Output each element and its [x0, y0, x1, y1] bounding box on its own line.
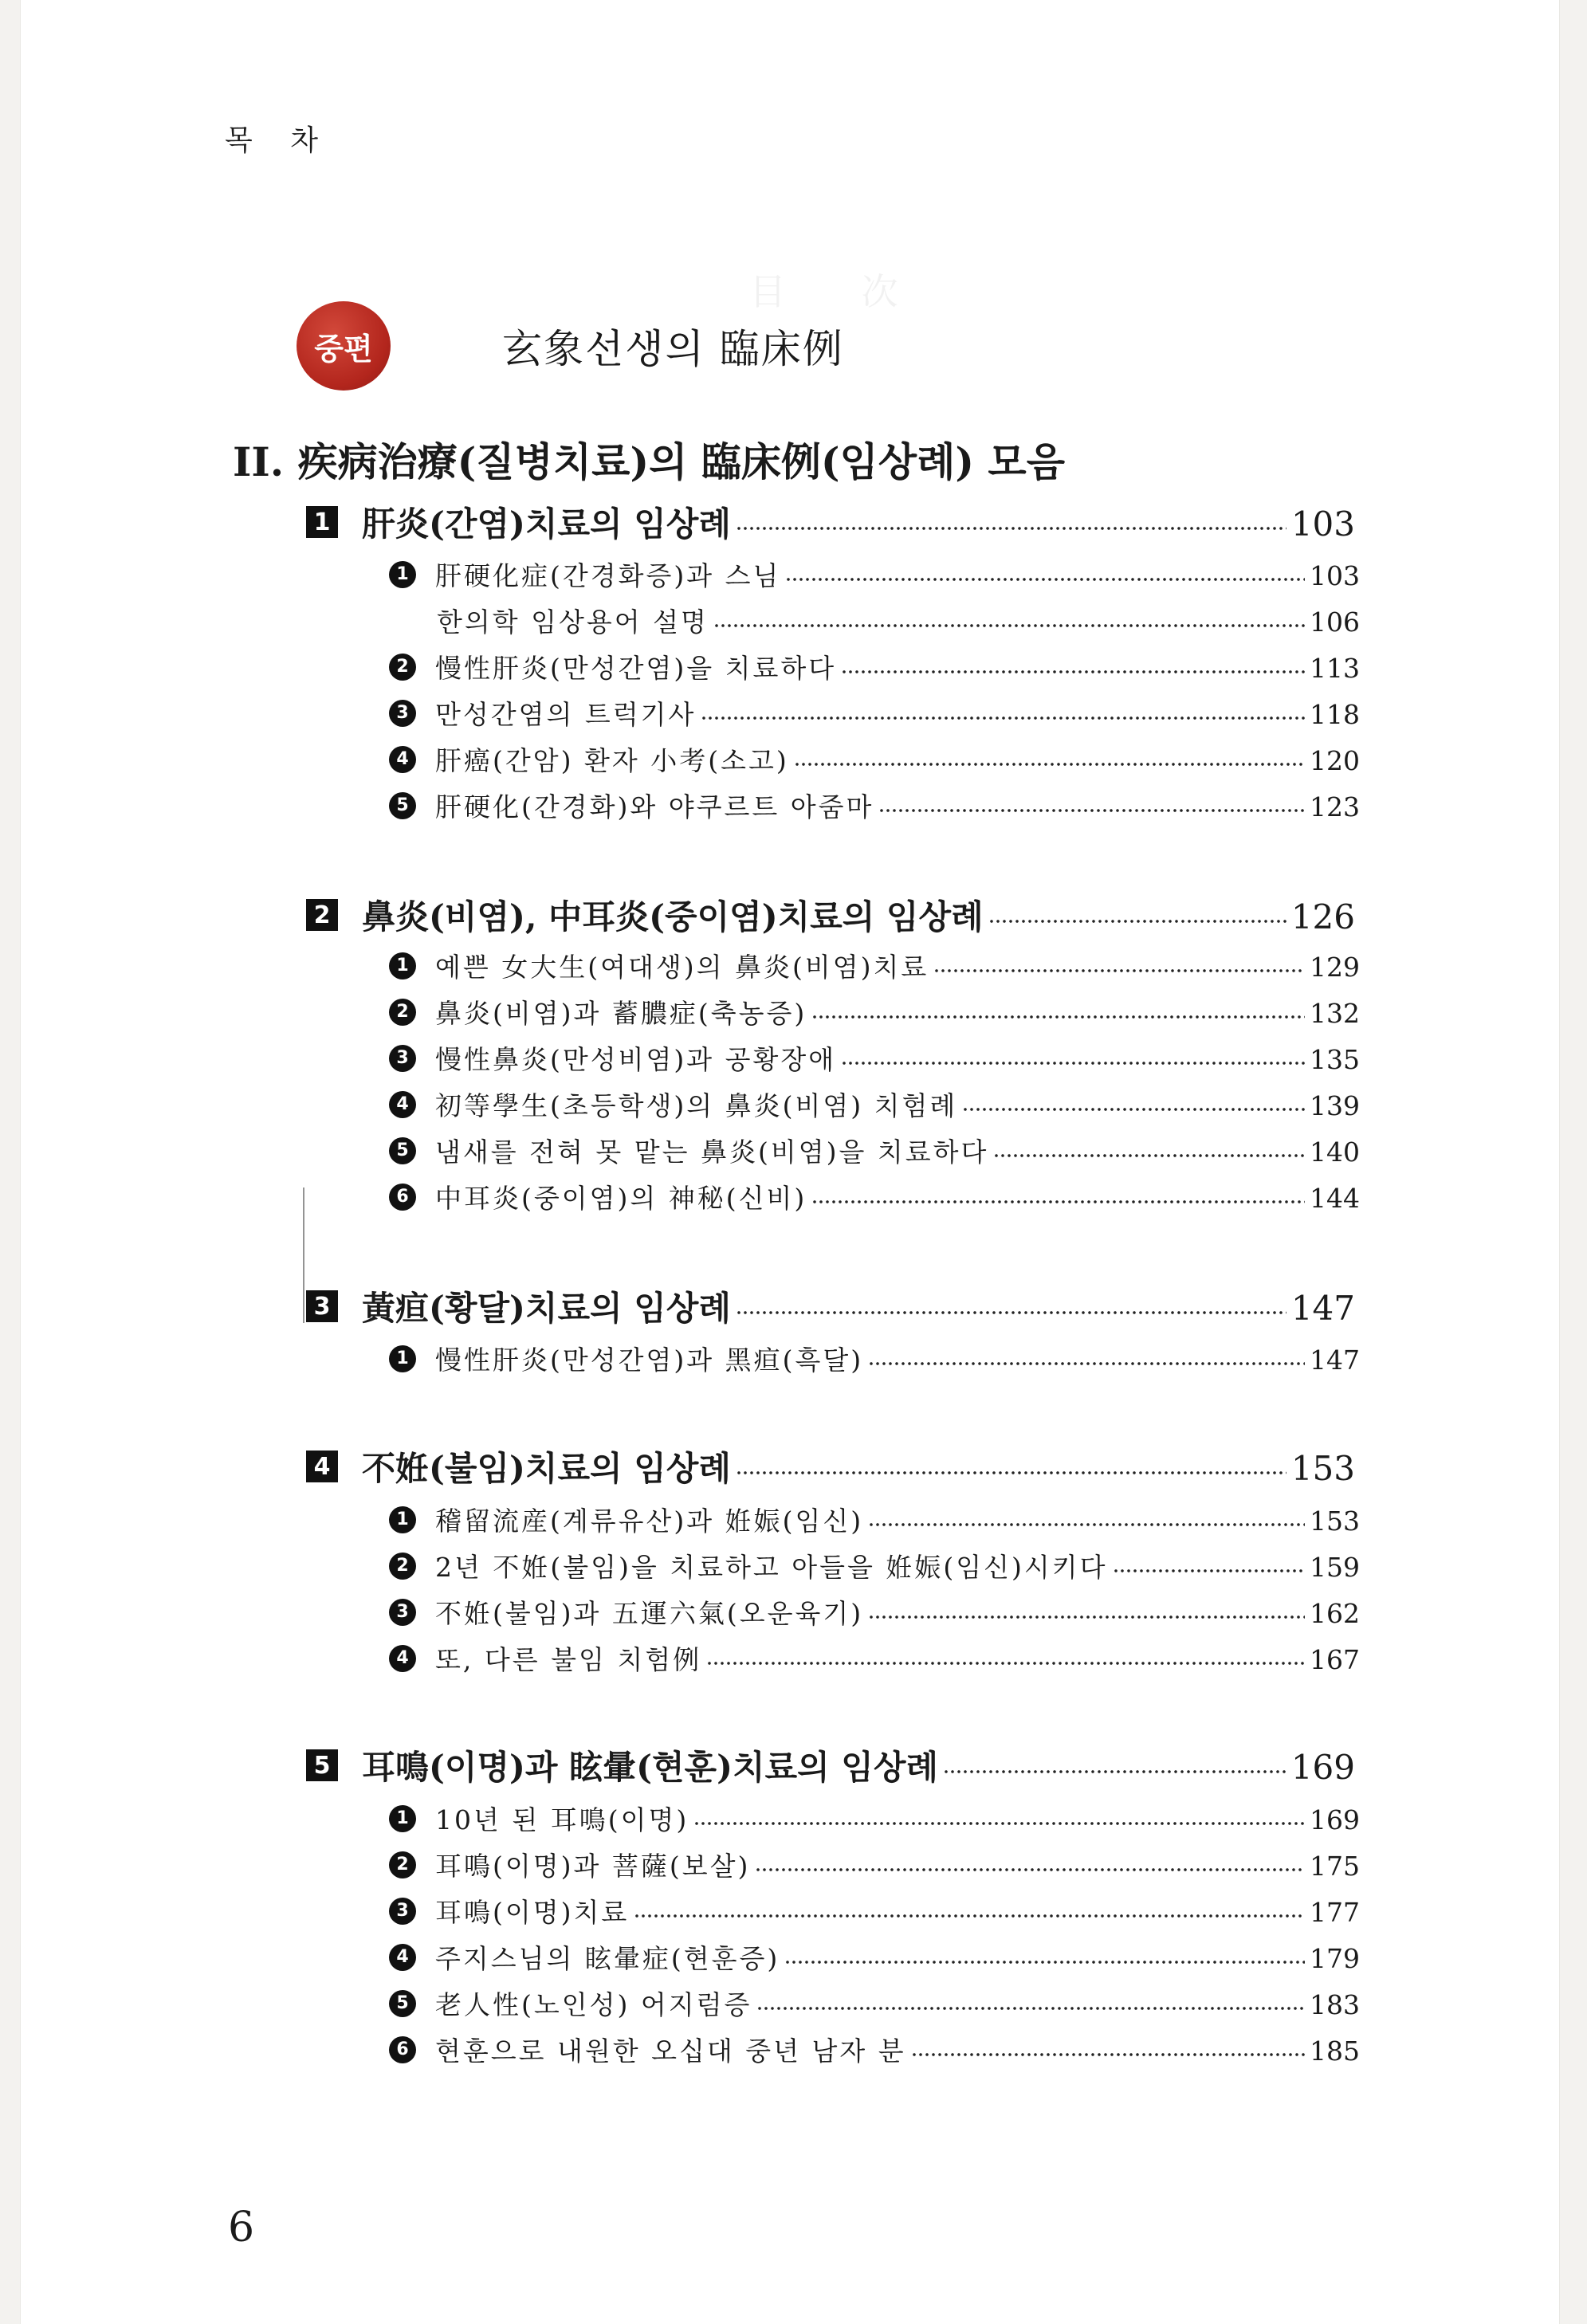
entry-page: 162 [1310, 1598, 1360, 1629]
section-page: 147 [1290, 1289, 1355, 1328]
dot-leader [634, 1914, 1305, 1918]
section-title: 鼻炎(비염), 中耳炎(중이염)치료의 임상례 [362, 897, 984, 936]
dot-leader [701, 716, 1305, 720]
toc-section[interactable] [306, 1741, 1355, 1789]
entry-page: 123 [1310, 791, 1360, 822]
entry-title: 냄새를 전혀 못 맡는 鼻炎(비염)을 치료하다 [435, 1136, 989, 1168]
dot-leader [706, 1661, 1305, 1666]
toc-entry[interactable] [389, 947, 1360, 984]
dot-leader [868, 1361, 1305, 1366]
entry-title: 鼻炎(비염)과 蓄膿症(축농증) [435, 998, 807, 1029]
entry-page: 153 [1310, 1505, 1360, 1537]
entry-bullet: 5 [389, 792, 416, 819]
entry-page: 139 [1310, 1090, 1360, 1121]
entry-page: 169 [1310, 1804, 1360, 1835]
dot-leader [868, 1522, 1305, 1527]
entry-title: 2년 不姙(불임)을 치료하고 아들을 姙娠(임신)시키다 [435, 1552, 1108, 1583]
toc-section[interactable] [306, 891, 1355, 939]
entry-page: 106 [1310, 607, 1360, 638]
entry-bullet: 2 [389, 654, 416, 681]
dot-leader [785, 577, 1305, 582]
entry-title: 肝癌(간암) 환자 小考(소고) [435, 745, 789, 776]
entry-bullet: 1 [389, 952, 416, 979]
entry-title: 肝硬化症(간경화증)과 스님 [435, 560, 781, 591]
dot-leader [693, 1821, 1305, 1826]
entry-title: 初等學生(초등학생)의 鼻炎(비염) 치험례 [435, 1090, 958, 1121]
entry-page: 159 [1310, 1552, 1360, 1583]
dot-leader [736, 1470, 1286, 1475]
dot-leader [988, 919, 1286, 924]
entry-page: 167 [1310, 1644, 1360, 1675]
page-number: 6 [228, 2204, 255, 2251]
dot-leader [878, 808, 1305, 813]
toc-entry[interactable] [389, 1085, 1360, 1123]
entry-page: 183 [1310, 1989, 1360, 2020]
entry-bullet: 6 [389, 2036, 416, 2063]
dot-leader [811, 1015, 1305, 1019]
chapter-title: II. 疾病治療(질병치료)의 臨床例(임상례) 모음 [233, 438, 1066, 485]
toc-entry[interactable] [389, 1846, 1360, 1883]
entry-bullet: 1 [389, 1506, 416, 1533]
entry-bullet: 3 [389, 1599, 416, 1626]
entry-title: 주지스님의 眩暈症(현훈증) [435, 1943, 780, 1974]
toc-entry[interactable] [389, 1984, 1360, 2022]
toc-entry[interactable] [389, 2031, 1360, 2068]
part-header [297, 301, 844, 391]
section-number: 4 [306, 1451, 338, 1482]
toc-entry[interactable] [389, 555, 1360, 593]
dot-leader [736, 526, 1286, 531]
entry-title: 耳鳴(이명)치료 [435, 1897, 630, 1928]
toc-section[interactable] [306, 498, 1355, 546]
section-title: 不姙(불임)치료의 임상례 [362, 1449, 731, 1488]
entry-title: 만성간염의 트럭기사 [435, 699, 697, 730]
toc-entry[interactable] [389, 740, 1360, 778]
part-title: 玄象선생의 臨床例 [502, 326, 844, 372]
entry-page: 144 [1310, 1183, 1360, 1214]
entry-bullet: 1 [389, 561, 416, 588]
entry-title: 또, 다른 불임 치험例 [435, 1644, 702, 1675]
entry-title: 예쁜 女大生(여대생)의 鼻炎(비염)치료 [435, 952, 929, 983]
toc-entry[interactable] [389, 1547, 1360, 1584]
toc-entry[interactable] [389, 1178, 1360, 1215]
dot-leader [784, 1960, 1305, 1965]
entry-title: 慢性鼻炎(만성비염)과 공황장애 [435, 1044, 837, 1075]
entry-bullet: 2 [389, 1553, 416, 1580]
toc-entry[interactable] [389, 648, 1360, 685]
toc-entry[interactable] [389, 1892, 1360, 1929]
toc-section[interactable] [306, 1282, 1355, 1330]
entry-page: 113 [1310, 653, 1360, 684]
toc-entry[interactable] [389, 694, 1360, 732]
section-page: 103 [1290, 504, 1355, 544]
entry-bullet: 3 [389, 1045, 416, 1072]
entry-bullet: 2 [389, 1851, 416, 1878]
entry-bullet: 4 [389, 746, 416, 773]
entry-bullet: 2 [389, 999, 416, 1026]
toc-entry[interactable] [389, 1039, 1360, 1077]
dot-leader [841, 1061, 1305, 1066]
bleed-through-text: 目 次 [749, 270, 930, 313]
entry-bullet: 5 [389, 1990, 416, 2017]
section-number: 3 [306, 1290, 338, 1322]
entry-page: 132 [1310, 998, 1360, 1029]
toc-entry[interactable] [389, 993, 1360, 1030]
entry-title: 中耳炎(중이염)의 神秘(신비) [435, 1183, 807, 1214]
entry-title: 10년 된 耳鳴(이명) [435, 1804, 689, 1835]
toc-entry[interactable] [389, 1132, 1360, 1169]
pencil-mark [303, 1188, 304, 1323]
dot-leader [933, 968, 1305, 973]
dot-leader [943, 1769, 1286, 1774]
entry-page: 177 [1310, 1897, 1360, 1928]
dot-leader [736, 1310, 1286, 1315]
entry-title: 耳鳴(이명)과 菩薩(보살) [435, 1851, 751, 1882]
toc-entry[interactable] [437, 602, 1360, 639]
dot-leader [993, 1153, 1305, 1158]
toc-entry[interactable] [389, 787, 1360, 824]
toc-entry[interactable] [389, 1501, 1360, 1538]
entry-title: 肝硬化(간경화)와 야쿠르트 아줌마 [435, 791, 874, 822]
entry-page: 103 [1310, 560, 1360, 591]
dot-leader [962, 1107, 1305, 1112]
entry-title: 한의학 임상용어 설명 [437, 607, 709, 638]
entry-bullet: 1 [389, 1805, 416, 1832]
toc-entry[interactable] [389, 1639, 1360, 1677]
section-title: 肝炎(간염)치료의 임상례 [362, 504, 731, 544]
toc-entry[interactable] [389, 1593, 1360, 1631]
entry-page: 120 [1310, 745, 1360, 776]
entry-page: 140 [1310, 1136, 1360, 1168]
entry-page: 129 [1310, 952, 1360, 983]
entry-page: 147 [1310, 1345, 1360, 1376]
section-page: 169 [1290, 1748, 1355, 1787]
entry-title: 老人性(노인성) 어지럼증 [435, 1989, 752, 2020]
dot-leader [713, 623, 1305, 628]
entry-page: 179 [1310, 1943, 1360, 1974]
entry-title: 稽留流産(계류유산)과 姙娠(임신) [435, 1505, 864, 1537]
entry-bullet: 5 [389, 1137, 416, 1164]
entry-page: 175 [1310, 1851, 1360, 1882]
entry-title: 慢性肝炎(만성간염)을 치료하다 [435, 653, 837, 684]
toc-entry[interactable] [389, 1938, 1360, 1976]
section-number: 1 [306, 506, 338, 538]
section-title: 耳鳴(이명)과 眩暈(현훈)치료의 임상례 [362, 1748, 939, 1787]
entry-title: 현훈으로 내원한 오십대 중년 남자 분 [435, 2035, 906, 2067]
dot-leader [911, 2052, 1305, 2057]
running-head: 목 차 [225, 124, 332, 157]
section-page: 153 [1290, 1449, 1355, 1488]
toc-section[interactable] [306, 1443, 1355, 1490]
dot-leader [1113, 1568, 1305, 1573]
entry-page: 118 [1310, 699, 1360, 730]
dot-leader [868, 1615, 1305, 1619]
section-number: 5 [306, 1749, 338, 1781]
entry-page: 185 [1310, 2035, 1360, 2067]
entry-bullet: 4 [389, 1944, 416, 1971]
dot-leader [756, 2006, 1305, 2011]
dot-leader [794, 762, 1305, 767]
toc-entry[interactable] [389, 1340, 1360, 1377]
entry-title: 慢性肝炎(만성간염)과 黑疸(흑달) [435, 1345, 864, 1376]
part-badge: 중편 [297, 301, 391, 391]
entry-title: 不姙(불임)과 五運六氣(오운육기) [435, 1598, 864, 1629]
dot-leader [811, 1199, 1305, 1204]
entry-bullet: 3 [389, 1898, 416, 1925]
entry-bullet: 3 [389, 700, 416, 727]
dot-leader [841, 669, 1305, 674]
entry-bullet: 6 [389, 1184, 416, 1211]
entry-bullet: 4 [389, 1091, 416, 1118]
dot-leader [755, 1867, 1305, 1872]
entry-bullet: 1 [389, 1345, 416, 1372]
section-title: 黃疸(황달)치료의 임상례 [362, 1289, 731, 1328]
entry-page: 135 [1310, 1044, 1360, 1075]
section-page: 126 [1290, 897, 1355, 936]
section-number: 2 [306, 899, 338, 931]
toc-entry[interactable] [389, 1800, 1360, 1837]
entry-bullet: 4 [389, 1645, 416, 1672]
